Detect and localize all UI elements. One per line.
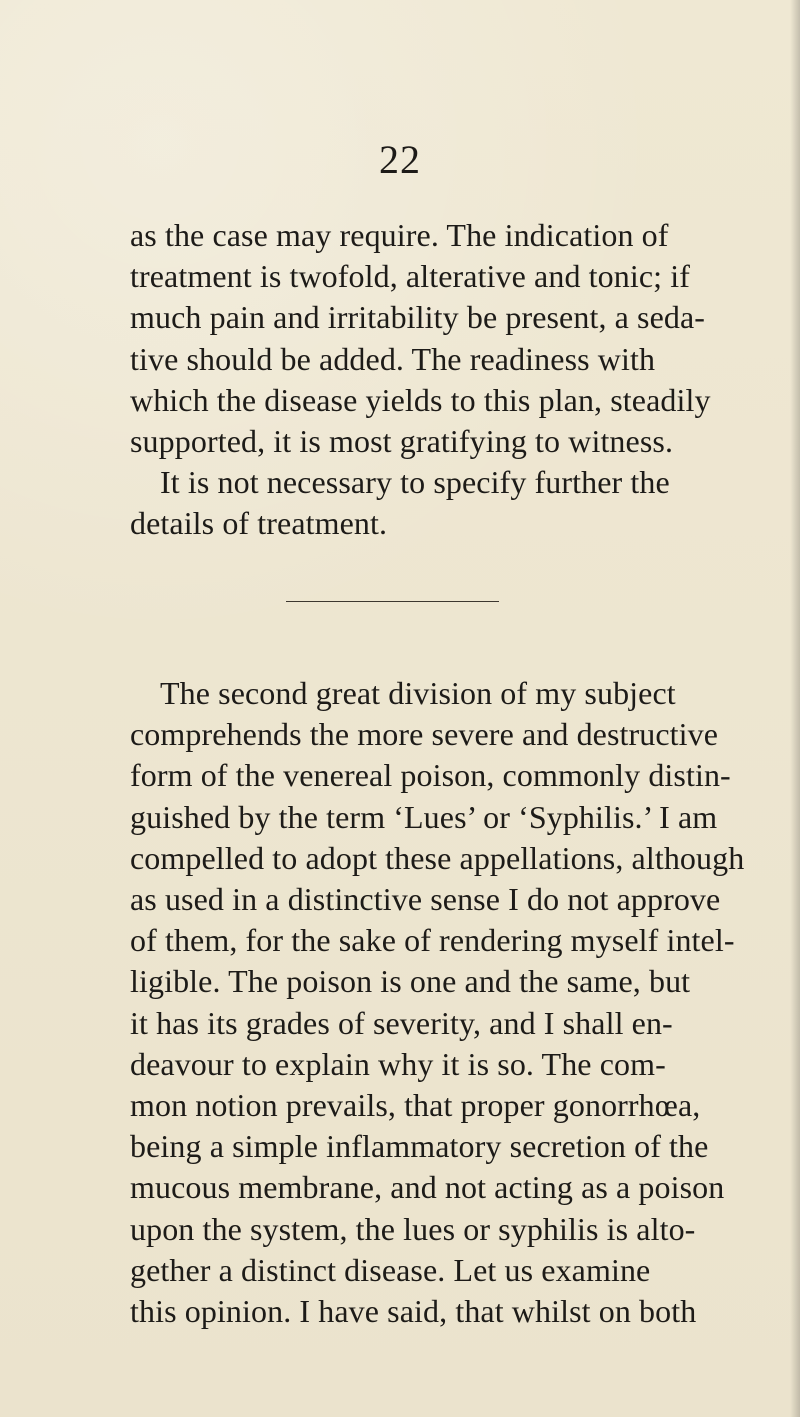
- text-line: mon notion prevails, that proper gonorrhœa,: [130, 1087, 701, 1124]
- text-line: tive should be added. The readiness with: [130, 340, 656, 377]
- text-line: treatment is twofold, alterative and tonic; if: [130, 258, 690, 295]
- text-line: deavour to explain why it is so. The com-: [130, 1045, 666, 1082]
- section-divider: [286, 601, 499, 602]
- text-line: guished by the term ‘Lues’ or ‘Syphilis.’ I am: [130, 798, 718, 835]
- text-block-bottom: [130, 673, 770, 1332]
- text-line: it has its grades of severity, and I shall en-: [130, 1004, 673, 1041]
- text-line: which the disease yields to this plan, steadily: [130, 381, 711, 418]
- text-line: as the case may require. The indication of: [130, 217, 669, 253]
- page-edge-shadow: [790, 0, 800, 1417]
- text-line: comprehends the more severe and destructive: [130, 716, 719, 753]
- text-line: this opinion. I have said, that whilst on both: [130, 1293, 697, 1330]
- text-line: upon the system, the lues or syphilis is alto-: [130, 1210, 696, 1247]
- text-line: supported, it is most gratifying to witness.: [130, 423, 674, 460]
- text-line: much pain and irritability be present, a seda-: [130, 299, 706, 336]
- page-number: 22: [379, 137, 421, 182]
- text-line: compelled to adopt these appellations, although: [130, 839, 745, 876]
- text-line: ligible. The poison is one and the same, but: [130, 963, 691, 1000]
- text-line: The second great division of my subject: [160, 675, 676, 711]
- text-line: mucous membrane, and not acting as a poison: [130, 1169, 725, 1206]
- text-line: of them, for the sake of rendering myself intel-: [130, 922, 735, 959]
- text-line: It is not necessary to specify further the: [160, 464, 670, 501]
- text-line: form of the venereal poison, commonly distin-: [130, 757, 731, 794]
- text-line: gether a distinct disease. Let us examine: [130, 1251, 651, 1288]
- text-line: details of treatment.: [130, 505, 388, 542]
- text-line: being a simple inflammatory secretion of the: [130, 1128, 709, 1165]
- text-line: as used in a distinctive sense I do not approve: [130, 881, 721, 918]
- text-block-top: [130, 215, 770, 545]
